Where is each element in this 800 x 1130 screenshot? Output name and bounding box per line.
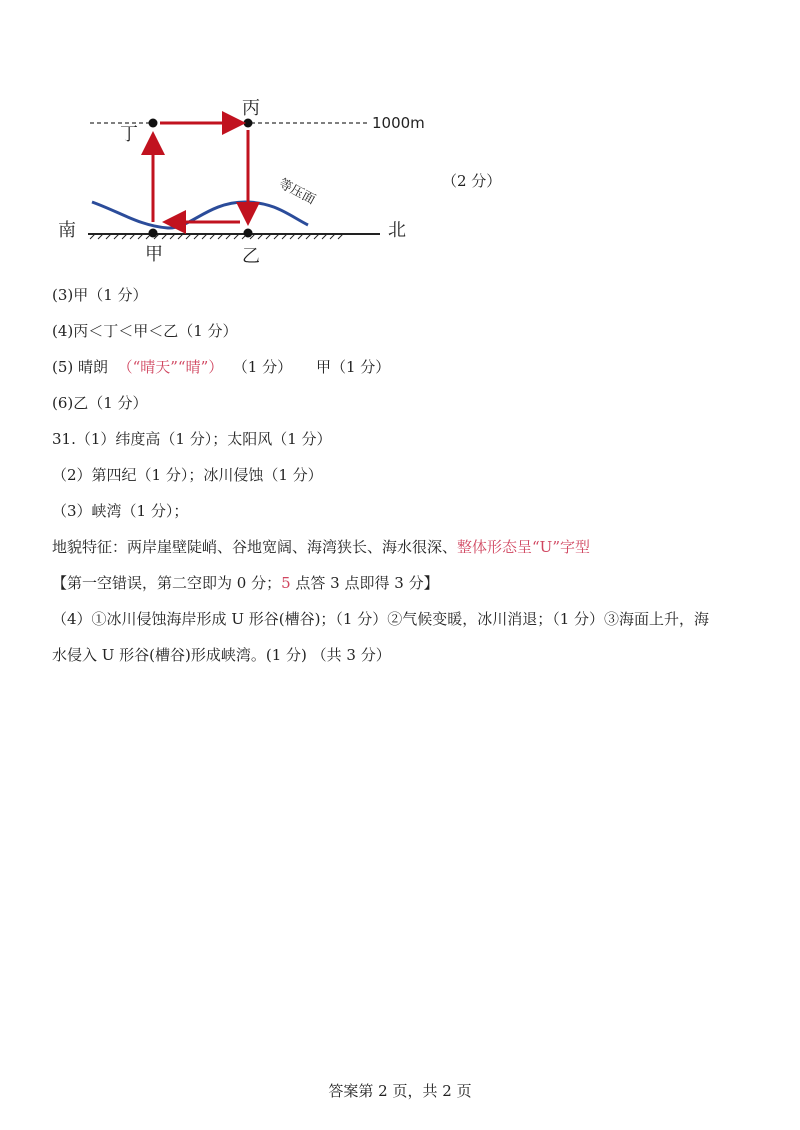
grading-note-text: 【第一空错误，第二空即为 0 分； [52,574,282,592]
answer-q30-5-alt: （“晴天”“晴”） [117,358,224,376]
isobar-curve [92,202,308,228]
landform-features [52,537,590,557]
point-yi [244,229,253,238]
landform-features-red: 整体形态呈“U”字型 [457,538,590,556]
point-bing [244,119,253,128]
grading-note-red: 5 [281,574,291,592]
answer-q31-1: 31.（1）纬度高（1 分）；太阳风（1 分） [52,430,332,448]
grading-note-suffix: 点答 3 点即得 3 分】 [290,574,439,592]
page-footer: 答案第 2 页，共 2 页 [328,1082,472,1100]
ding-label: 丁 [120,124,138,145]
answer-q30-5-text: (5) 晴朗 [52,358,118,376]
bing-label: 丙 [242,98,260,119]
answer-q30-5-score: （1 分） 甲（1 分） [223,358,391,376]
yi-label: 乙 [242,246,260,267]
point-ding [149,119,158,128]
answer-q31-3: （3）峡湾（1 分）； [52,502,189,520]
answer-q30-4: (4)丙＜丁＜甲＜乙（1 分） [52,322,238,340]
south-label: 南 [58,220,76,241]
answer-q31-2: （2）第四纪（1 分）；冰川侵蚀（1 分） [52,466,323,484]
answer-q30-6: (6)乙（1 分） [52,394,148,412]
north-label: 北 [388,220,406,241]
answer-q30-3: (3)甲（1 分） [52,286,148,304]
diagram-svg [50,90,430,270]
landform-features-text: 地貌特征：两岸崖壁陡峭、谷地宽阔、海湾狭长、海水很深、 [52,538,458,556]
answer-q30-5 [52,357,390,377]
answer-q31-4-line2: 水侵入 U 形谷(槽谷)形成峡湾。(1 分) （共 3 分） [52,646,391,664]
jia-label: 甲 [145,244,163,265]
diagram-score: （2 分） [442,172,502,190]
point-jia [149,229,158,238]
grading-note [52,573,439,593]
pressure-circulation-diagram [50,90,430,270]
isobar-label: 等压面 [276,176,318,208]
answer-q31-4-line1: （4）①冰川侵蚀海岸形成 U 形谷(槽谷)；（1 分）②气候变暖，冰川消退；（1 分）③海面上升，海 [52,610,710,628]
altitude-label: 1000m [372,114,425,132]
